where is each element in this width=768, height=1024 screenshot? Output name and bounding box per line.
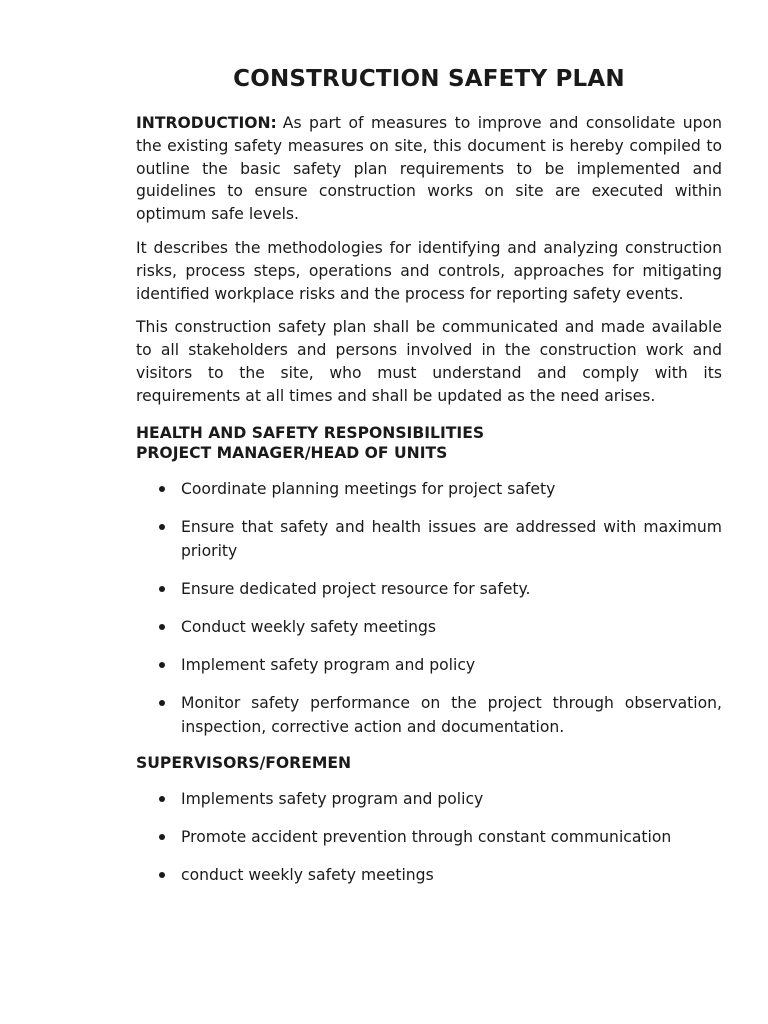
- list-item: Conduct weekly safety meetings: [136, 615, 722, 639]
- list-item: Implement safety program and policy: [136, 653, 722, 677]
- bullet-icon: [159, 662, 165, 668]
- list-item: Promote accident prevention through constant communication: [136, 825, 722, 849]
- bullet-icon: [159, 586, 165, 592]
- bullet-icon: [159, 796, 165, 802]
- list-item: Coordinate planning meetings for project safety: [136, 477, 722, 501]
- supervisors-heading: SUPERVISORS/FOREMEN: [136, 753, 352, 772]
- intro-label: INTRODUCTION:: [136, 114, 277, 132]
- intro-paragraph: [136, 112, 722, 226]
- bullet-icon: [159, 834, 165, 840]
- responsibilities-section: [136, 423, 722, 739]
- project-manager-list: [136, 477, 722, 739]
- intro-text: As part of measures to improve and consolidate upon the existing safety measures on site, this document is hereby compiled to outline the basic safety plan requirements to be implemented and guidelines to ensure construction works on site are executed within optimum safe levels.: [136, 114, 722, 224]
- supervisors-list: [136, 787, 722, 887]
- bullet-icon: [159, 486, 165, 492]
- bullet-icon: [159, 624, 165, 630]
- bullet-icon: [159, 872, 165, 878]
- list-item: conduct weekly safety meetings: [136, 863, 722, 887]
- document-page: [136, 62, 722, 901]
- section-heading: HEALTH AND SAFETY RESPONSIBILITIES: [136, 423, 485, 442]
- bullet-icon: [159, 700, 165, 706]
- list-item: Monitor safety performance on the project through observation, inspection, corrective action and documentation.: [136, 691, 722, 739]
- project-manager-heading: PROJECT MANAGER/HEAD OF UNITS: [136, 443, 448, 462]
- methodology-paragraph: It describes the methodologies for identifying and analyzing construction risks, process steps, operations and controls, approaches for mitigating identified workplace risks and the process for reporting safety events.: [136, 238, 722, 303]
- supervisors-section: [136, 753, 722, 887]
- list-item: Ensure that safety and health issues are addressed with maximum priority: [136, 515, 722, 563]
- bullet-icon: [159, 524, 165, 530]
- list-item: Ensure dedicated project resource for safety.: [136, 577, 722, 601]
- page-title: CONSTRUCTION SAFETY PLAN: [233, 66, 625, 92]
- communication-paragraph: This construction safety plan shall be communicated and made available to all stakeholders and persons involved in the construction work and visitors to the site, who must understand and comply with its requirements at all times and shall be updated as the need arises.: [136, 318, 722, 405]
- list-item: Implements safety program and policy: [136, 787, 722, 811]
